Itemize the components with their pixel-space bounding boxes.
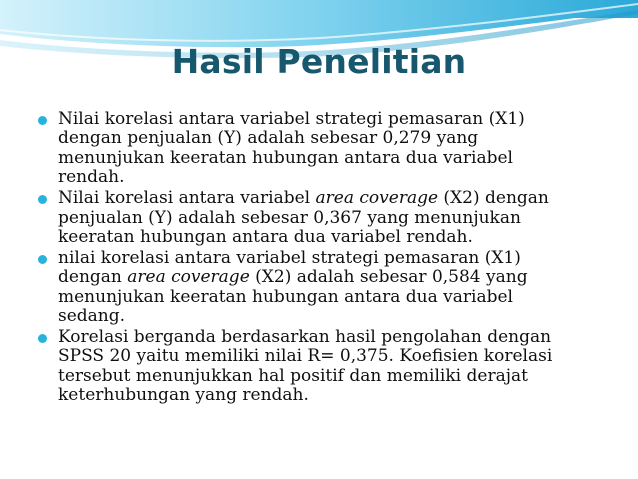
bullet-line: keeratan hubungan antara dua variabel rendah. xyxy=(58,226,473,247)
bullet-line: menunjukan keeratan hubungan antara dua variabel xyxy=(58,147,513,168)
slide-title: Hasil Penelitian xyxy=(171,42,467,81)
text-run: dengan xyxy=(58,267,128,288)
bullet-line: nilai korelasi antara variabel strategi pemasaran (X1) xyxy=(58,247,521,268)
bullet-line: penjualan (Y) adalah sebesar 0,367 yang menunjukan xyxy=(58,207,521,228)
bullet-line: sedang. xyxy=(58,306,126,327)
italic-term: area coverage xyxy=(315,188,439,209)
disc-bullet-icon xyxy=(38,334,47,343)
disc-bullet-icon xyxy=(38,255,47,264)
bullet-item xyxy=(38,249,598,327)
bullet-line: menunjukan keeratan hubungan antara dua variabel xyxy=(58,286,513,307)
bullet-line: Korelasi berganda berdasarkan hasil pengolahan dengan xyxy=(58,326,552,347)
bullet-line: Nilai korelasi antara variabel strategi pemasaran (X1) xyxy=(58,109,525,129)
bullet-line: tersebut menunjukkan hal positif dan memiliki derajat xyxy=(58,365,528,386)
bullet-item xyxy=(38,189,598,247)
bullet-item xyxy=(38,328,598,406)
bullet-item xyxy=(38,110,598,188)
bullet-line xyxy=(58,189,598,208)
bullet-line: keterhubungan yang rendah. xyxy=(58,385,309,406)
bullet-list xyxy=(38,110,598,407)
italic-term: area coverage xyxy=(127,267,250,288)
text-run: (X2) adalah sebesar 0,584 yang xyxy=(249,267,528,288)
disc-bullet-icon xyxy=(38,116,47,125)
bullet-line: rendah. xyxy=(58,167,125,188)
bullet-line: dengan penjualan (Y) adalah sebesar 0,279 yang xyxy=(58,128,479,149)
disc-bullet-icon xyxy=(38,195,47,204)
bullet-line: SPSS 20 yaitu memiliki nilai R= 0,375. Koefisien korelasi xyxy=(58,346,553,367)
text-run: Nilai korelasi antara variabel xyxy=(58,188,316,209)
bullet-line xyxy=(58,268,598,287)
text-run: (X2) dengan xyxy=(438,188,549,209)
